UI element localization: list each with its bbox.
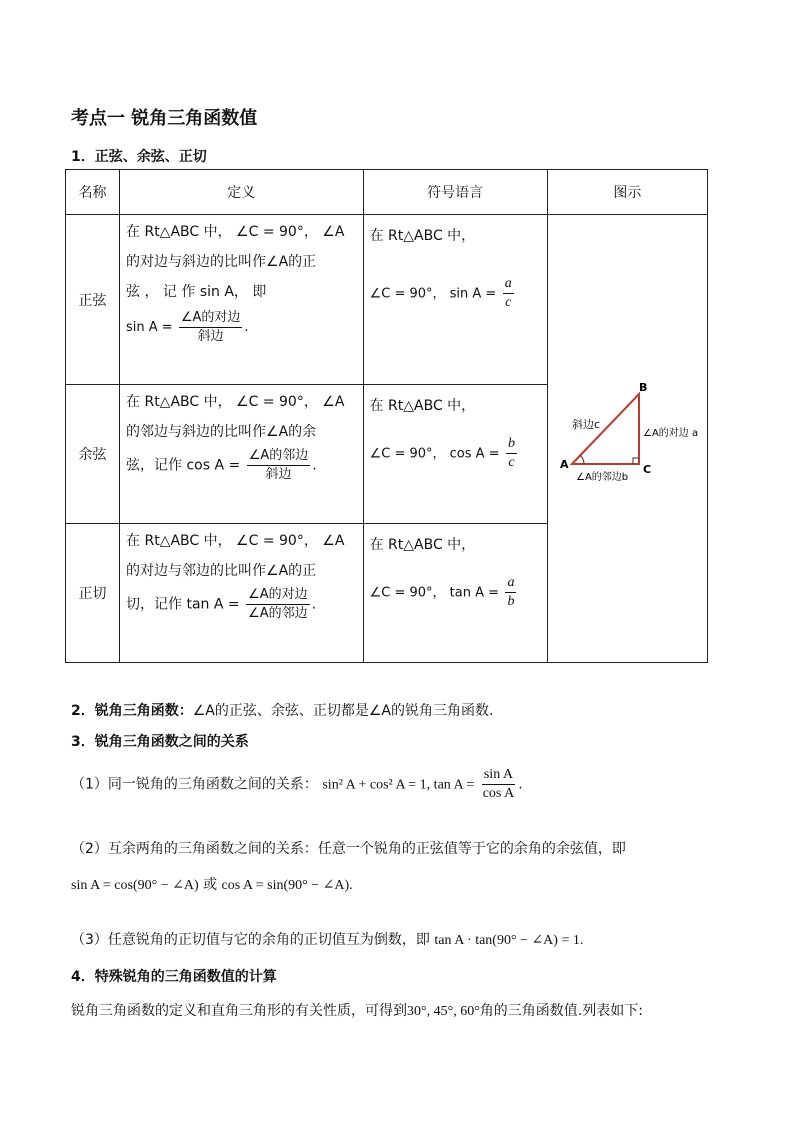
formula-lhs: 弦，记作 cos A = bbox=[126, 457, 241, 474]
period: . bbox=[518, 776, 523, 793]
sym-formula bbox=[370, 435, 541, 472]
section3-heading: 3．锐角三角函数之间的关系 bbox=[71, 734, 249, 750]
def-line: 的邻边与斜边的比叫作∠A的余 bbox=[126, 424, 317, 440]
sym-formula bbox=[370, 574, 541, 611]
section4-angles: 30°, 45°, 60° bbox=[407, 1004, 480, 1019]
period: . bbox=[311, 596, 317, 613]
opposite-label: ∠A的对边 a bbox=[643, 427, 699, 439]
fraction-denominator: c bbox=[505, 295, 512, 310]
relation-item-2-line1: （2）互余两角的三角函数之间的关系：任意一个锐角的正弦值等于它的余角的余弦值，即 bbox=[71, 841, 626, 857]
fraction-numerator: ∠A的对边 bbox=[179, 309, 243, 328]
fraction-numerator: ∠A的对边 bbox=[246, 586, 310, 605]
period: . bbox=[312, 457, 317, 474]
item2-or: 或 bbox=[203, 877, 218, 893]
fraction-denominator: 斜边 bbox=[265, 467, 292, 482]
tangent-symbol bbox=[363, 524, 547, 663]
right-triangle-figure bbox=[552, 382, 702, 492]
def-line: 在 Rt△ABC 中， ∠C = 90°， ∠A bbox=[126, 224, 345, 240]
sine-definition bbox=[120, 215, 364, 385]
item2-formula1: sin A = cos(90° − ∠A) bbox=[71, 878, 199, 893]
fraction bbox=[247, 447, 311, 484]
figure-cell bbox=[547, 215, 707, 663]
fraction-numerator: ∠A的邻边 bbox=[247, 447, 311, 466]
fraction-numerator: b bbox=[506, 435, 517, 454]
def-line: 的对边与邻边的比叫作∠A的正 bbox=[126, 563, 317, 579]
fraction bbox=[505, 574, 516, 611]
fraction bbox=[179, 309, 243, 346]
sym-formula bbox=[370, 275, 541, 312]
section2 bbox=[71, 700, 493, 720]
relation-item-3 bbox=[71, 929, 583, 949]
def-formula bbox=[126, 447, 357, 484]
header-definition: 定义 bbox=[120, 170, 364, 215]
def-formula bbox=[126, 586, 357, 623]
cosine-symbol bbox=[363, 385, 547, 524]
formula-lhs: sin A = bbox=[126, 320, 173, 335]
header-symbol: 符号语言 bbox=[363, 170, 547, 215]
sym-line: 在 Rt△ABC 中， bbox=[369, 398, 476, 414]
item2-formula2: cos A = sin(90° − ∠A). bbox=[221, 878, 353, 893]
page-title: 考点一 锐角三角函数值 bbox=[71, 108, 258, 129]
table-header-row bbox=[66, 170, 708, 215]
formula-lhs: 切，记作 tan A = bbox=[126, 596, 240, 613]
section1-heading: 1．正弦、余弦、正切 bbox=[71, 149, 207, 165]
section2-text: ∠A的正弦、余弦、正切都是∠A的锐角三角函数. bbox=[192, 703, 494, 719]
fraction bbox=[503, 275, 514, 312]
vertex-a-label: A bbox=[560, 457, 569, 471]
item3-formula: tan A · tan(90° − ∠A) = 1. bbox=[434, 933, 584, 948]
vertex-b-label: B bbox=[639, 381, 648, 394]
fraction bbox=[246, 586, 310, 623]
adjacent-label: ∠A的邻边b bbox=[576, 471, 629, 483]
fraction-numerator: sin A bbox=[482, 766, 515, 785]
section4-text bbox=[71, 1000, 643, 1020]
fraction-denominator: ∠A的邻边 bbox=[248, 606, 308, 621]
row-name-sine: 正弦 bbox=[66, 215, 120, 385]
item1-formula: sin² A + cos² A = 1, tan A = bbox=[322, 777, 475, 793]
header-figure: 图示 bbox=[547, 170, 707, 215]
fraction-numerator: a bbox=[503, 275, 514, 294]
section4-suffix: 角的三角函数值.列表如下: bbox=[479, 1003, 643, 1019]
vertex-c-label: C bbox=[643, 462, 652, 476]
def-formula bbox=[126, 309, 357, 346]
sym-line: 在 Rt△ABC 中， bbox=[369, 537, 476, 553]
fraction bbox=[506, 435, 517, 472]
def-line: 在 Rt△ABC 中， ∠C = 90°， ∠A bbox=[126, 533, 345, 549]
fraction bbox=[481, 766, 517, 803]
sym-line: 在 Rt△ABC 中， bbox=[369, 228, 476, 244]
fraction-denominator: b bbox=[507, 594, 515, 609]
def-line: 在 Rt△ABC 中， ∠C = 90°， ∠A bbox=[126, 394, 345, 410]
section4-prefix: 锐角三角函数的定义和直角三角形的有关性质，可得到 bbox=[71, 1003, 407, 1019]
cosine-definition bbox=[120, 385, 364, 524]
period: . bbox=[244, 320, 249, 335]
header-name: 名称 bbox=[66, 170, 120, 215]
table-row bbox=[66, 215, 708, 385]
definitions-table bbox=[65, 169, 708, 663]
def-line: 弦 ， 记 作 sin A， 即 bbox=[126, 284, 267, 300]
fraction-denominator: cos A bbox=[482, 786, 515, 801]
angle-arc bbox=[581, 455, 585, 464]
row-name-tangent: 正切 bbox=[66, 524, 120, 663]
relation-item-2-line2 bbox=[71, 874, 353, 894]
tangent-definition bbox=[120, 524, 364, 663]
item3-prefix: （3）任意锐角的正切值与它的余角的正切值互为倒数，即 bbox=[71, 932, 430, 948]
item1-prefix: （1）同一锐角的三角函数之间的关系： bbox=[71, 776, 318, 793]
fraction-denominator: c bbox=[508, 455, 515, 470]
def-line: 的对边与斜边的比叫作∠A的正 bbox=[126, 254, 317, 270]
fraction-numerator: a bbox=[505, 574, 516, 593]
section2-heading: 2．锐角三角函数： bbox=[71, 703, 193, 719]
sine-symbol bbox=[363, 215, 547, 385]
hypotenuse-label: 斜边c bbox=[572, 417, 601, 431]
section4-heading: 4．特殊锐角的三角函数值的计算 bbox=[71, 969, 277, 985]
row-name-cosine: 余弦 bbox=[66, 385, 120, 524]
relation-item-1 bbox=[71, 766, 523, 803]
fraction-denominator: 斜边 bbox=[197, 329, 224, 344]
formula-lhs: ∠C = 90°， sin A = bbox=[369, 286, 497, 302]
formula-lhs: ∠C = 90°， cos A = bbox=[369, 446, 500, 462]
formula-lhs: ∠C = 90°， tan A = bbox=[369, 585, 499, 601]
